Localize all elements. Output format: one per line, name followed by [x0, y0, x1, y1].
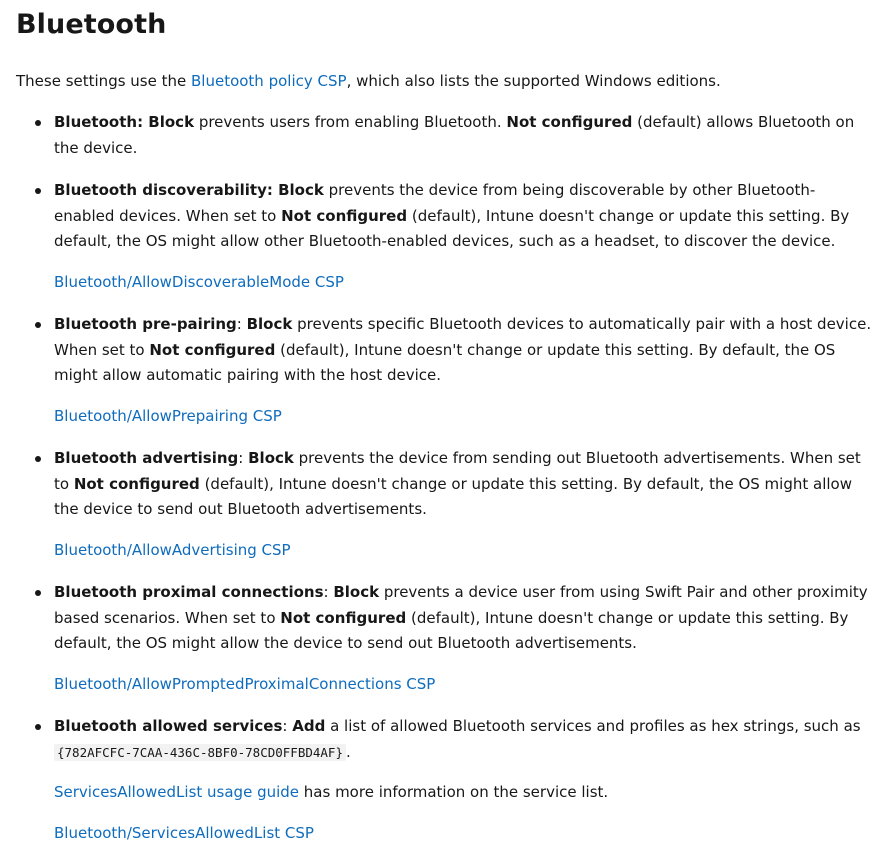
page-title: Bluetooth	[16, 0, 875, 56]
setting-name: Bluetooth allowed services	[54, 717, 282, 735]
item-text: prevents users from enabling Bluetooth.	[194, 113, 506, 131]
item-text: prevents a device user from using Swift Pair and other proximity based scenarios. When set to	[54, 583, 868, 627]
setting-name: Bluetooth	[54, 113, 137, 131]
allow-advertising-csp-link[interactable]: Bluetooth/AllowAdvertising CSP	[54, 541, 291, 559]
item-description	[54, 580, 875, 657]
csp-link-paragraph	[54, 672, 875, 698]
csp-link-paragraph	[54, 538, 875, 564]
setting-colon: :	[267, 181, 278, 199]
not-configured-label: Not configured	[149, 341, 275, 359]
csp-link-paragraph	[54, 821, 875, 846]
list-item-bluetooth-pre-pairing	[16, 312, 875, 429]
setting-colon: :	[237, 315, 247, 333]
list-item-bluetooth-allowed-services	[16, 714, 875, 846]
not-configured-label: Not configured	[74, 475, 200, 493]
setting-name: Bluetooth pre-pairing	[54, 315, 237, 333]
bullet-icon	[35, 724, 41, 730]
list-item-bluetooth-discoverability	[16, 178, 875, 295]
setting-colon: :	[282, 717, 292, 735]
item-description	[54, 714, 875, 765]
setting-name: Bluetooth discoverability	[54, 181, 267, 199]
item-description	[54, 446, 875, 523]
item-description	[54, 178, 875, 255]
setting-action: Block	[278, 181, 324, 199]
setting-name: Bluetooth advertising	[54, 449, 238, 467]
setting-colon: :	[238, 449, 248, 467]
guide-paragraph	[54, 780, 875, 806]
item-text: (default), Intune doesn't change or update this setting. By default, the OS might allow automatic pairing with the host device.	[54, 341, 835, 385]
setting-action: Block	[247, 315, 293, 333]
allow-prepairing-csp-link[interactable]: Bluetooth/AllowPrepairing CSP	[54, 407, 282, 425]
allow-prompted-proximal-connections-csp-link[interactable]: Bluetooth/AllowPromptedProximalConnections CSP	[54, 675, 435, 693]
bullet-icon	[35, 322, 41, 328]
bullet-icon	[35, 590, 41, 596]
csp-link-paragraph	[54, 270, 875, 296]
item-text: a list of allowed Bluetooth services and profiles as hex strings, such as	[325, 717, 860, 735]
item-text: prevents specific Bluetooth devices to automatically pair with a host device. When set to	[54, 315, 871, 359]
list-item-bluetooth-advertising	[16, 446, 875, 563]
item-description	[54, 110, 875, 161]
setting-colon: :	[137, 113, 148, 131]
setting-action: Block	[333, 583, 379, 601]
setting-colon: :	[324, 583, 334, 601]
item-text: prevents the device from being discoverable by other Bluetooth-enabled devices. When set to	[54, 181, 815, 225]
bullet-icon	[35, 120, 41, 126]
list-item-bluetooth	[16, 110, 875, 161]
intro-text-before: These settings use the	[16, 72, 191, 90]
item-text: prevents the device from sending out Bluetooth advertisements. When set to	[54, 449, 861, 493]
item-text: (default), Intune doesn't change or update this setting. By default, the OS might allow the device to send out Bluetooth advertisements.	[54, 475, 852, 519]
intro-text-after: , which also lists the supported Windows editions.	[347, 72, 721, 90]
service-uuid-code: {782AFCFC-7CAA-436C-8BF0-78CD0FFBD4AF}	[54, 744, 346, 761]
item-text: (default), Intune doesn't change or update this setting. By default, the OS might allow the device to send out Bluetooth advertisements.	[54, 609, 848, 653]
item-text: (default) allows Bluetooth on the device.	[54, 113, 854, 157]
services-allowed-list-guide-link[interactable]: ServicesAllowedList usage guide	[54, 783, 299, 801]
not-configured-label: Not configured	[281, 207, 407, 225]
item-text: (default), Intune doesn't change or update this setting. By default, the OS might allow other Bluetooth-enabled devices, such as a headset, to discover the device.	[54, 207, 849, 251]
bullet-icon	[35, 188, 41, 194]
not-configured-label: Not configured	[280, 609, 406, 627]
allow-discoverable-mode-csp-link[interactable]: Bluetooth/AllowDiscoverableMode CSP	[54, 273, 344, 291]
guide-text: has more information on the service list.	[299, 783, 608, 801]
setting-name: Bluetooth proximal connections	[54, 583, 324, 601]
setting-action: Add	[292, 717, 325, 735]
list-item-bluetooth-proximal-connections	[16, 580, 875, 697]
item-text: .	[346, 743, 351, 761]
not-configured-label: Not configured	[506, 113, 632, 131]
setting-action: Block	[248, 449, 294, 467]
setting-action: Block	[148, 113, 194, 131]
settings-list	[16, 110, 875, 846]
bluetooth-policy-csp-link[interactable]: Bluetooth policy CSP	[191, 72, 347, 90]
bullet-icon	[35, 456, 41, 462]
services-allowed-list-csp-link[interactable]: Bluetooth/ServicesAllowedList CSP	[54, 824, 314, 842]
intro-paragraph	[16, 69, 875, 93]
csp-link-paragraph	[54, 404, 875, 430]
item-description	[54, 312, 875, 389]
